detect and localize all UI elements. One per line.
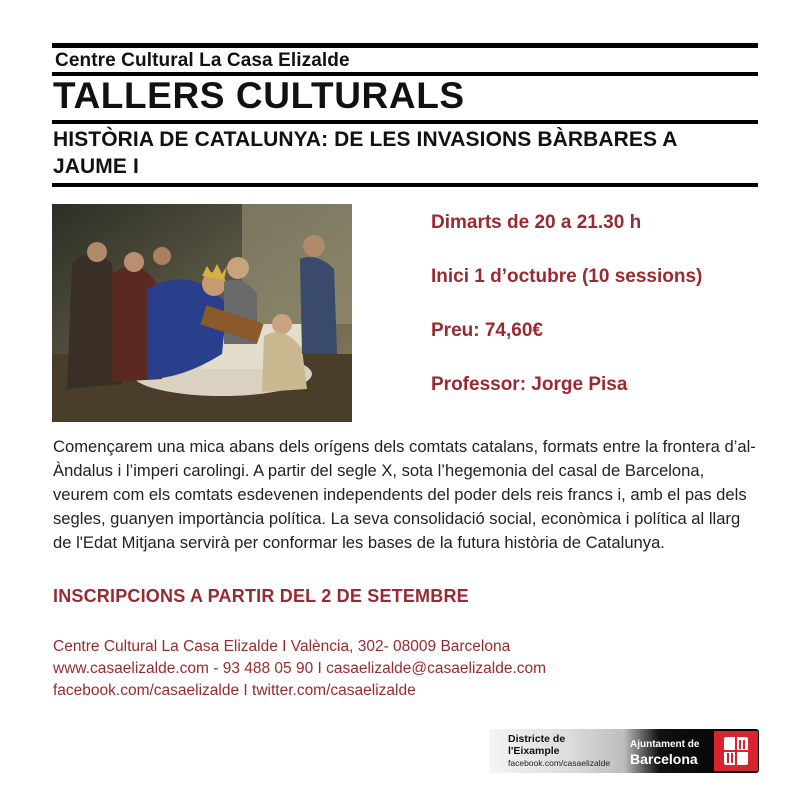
schedule-text: Dimarts de 20 a 21.30 h xyxy=(431,212,642,233)
historical-painting xyxy=(52,204,352,422)
rule-under-series-title xyxy=(52,120,758,124)
teacher-text: Professor: Jorge Pisa xyxy=(431,374,628,395)
ajuntament-line2: Barcelona xyxy=(630,751,698,767)
rule-under-course-title xyxy=(52,183,758,187)
enrollment-notice: INSCRIPCIONS A PARTIR DEL 2 DE SETEMBRE xyxy=(53,586,469,606)
social-line: facebook.com/casaelizalde I twitter.com/casaelizalde xyxy=(53,682,416,699)
district-line3: facebook.com/casaelizalde xyxy=(508,758,611,768)
district-logo xyxy=(508,733,610,769)
price-text: Preu: 74,60€ xyxy=(431,320,543,341)
painting-illustration xyxy=(52,204,352,422)
top-rule xyxy=(52,43,758,48)
web-phone-email-line: www.casaelizalde.com - 93 488 05 90 I casaelizalde@casaelizalde.com xyxy=(53,660,547,677)
course-details xyxy=(431,210,702,426)
ajuntament-logo xyxy=(630,739,699,767)
series-title: TALLERS CULTURALS xyxy=(53,75,465,116)
course-title: HISTÒRIA DE CATALUNYA: DE LES INVASIONS BÀRBARES A JAUME I xyxy=(53,128,677,178)
course-description: Començarem una mica abans dels orígens dels comtats catalans, formats entre la frontera d’al-Àndalus i l’imperi carolingi. A partir del segle X, sota l’hegemonia del casal de Barcelona, veurem com els comtats esdevenen independents del poder dels reis francs i, amb el pas dels segles, guanyen importància política. La seva consolidació social, econòmica i política al llarg de l'Edat Mitjana servirà per conformar les bases de la futura història de Catalunya. xyxy=(53,437,756,552)
center-name: Centre Cultural La Casa Elizalde xyxy=(55,50,350,71)
district-line2: l'Eixample xyxy=(508,745,560,757)
start-date-text: Inici 1 d’octubre (10 sessions) xyxy=(431,266,703,287)
contact-info xyxy=(53,636,546,702)
barcelona-crest-icon xyxy=(714,731,758,771)
ajuntament-line1: Ajuntament de xyxy=(630,739,700,750)
address-line: Centre Cultural La Casa Elizalde I València, 302- 08009 Barcelona xyxy=(53,638,511,655)
district-line1: Districte de xyxy=(508,733,566,745)
